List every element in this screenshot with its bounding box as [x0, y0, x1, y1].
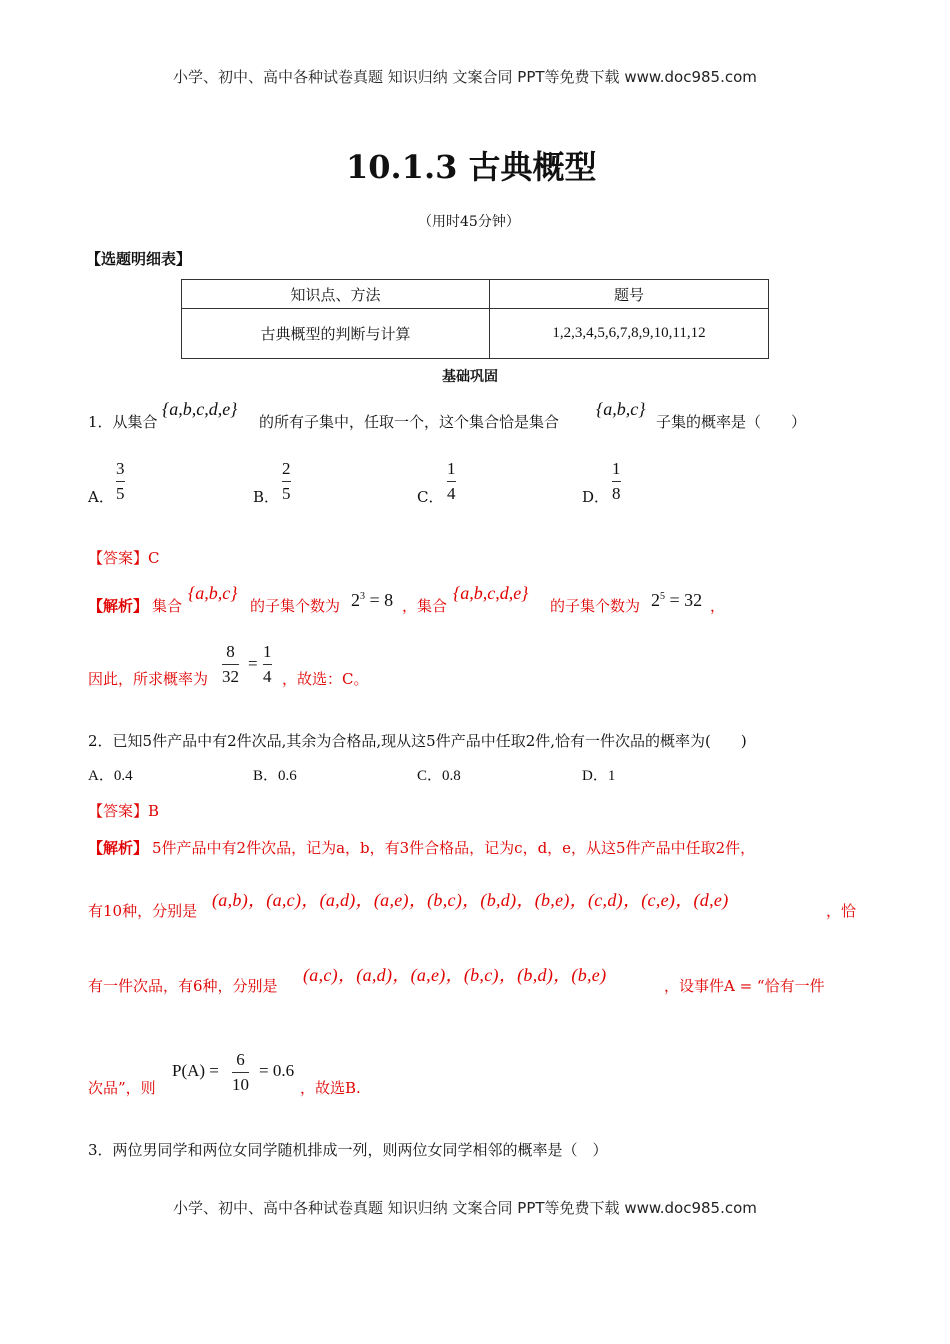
fraction-bar [612, 481, 621, 482]
analysis-text: 的子集个数为 [250, 597, 341, 615]
numerator: 3 [116, 459, 125, 478]
fraction-bar [263, 664, 272, 665]
equation-rest: = 32 [665, 590, 703, 610]
denominator: 5 [116, 484, 125, 503]
table-row [182, 309, 769, 359]
analysis-text: ， [710, 597, 726, 615]
pairs-list: (a,b)，(a,c)，(a,d)，(a,e)，(b,c)，(b,d)，(b,e)，(c,d)，(c,e)，(d,e) [212, 890, 729, 910]
option-b-fraction [282, 459, 291, 504]
numerator: 1 [263, 642, 272, 661]
question-number: 1． [88, 413, 113, 431]
analysis-text: ，设事件A = “恰有一件 [664, 977, 825, 995]
question-1 [88, 411, 158, 432]
fraction-bar [447, 481, 456, 482]
base: 2 [351, 590, 360, 610]
fraction-8-32 [222, 642, 239, 687]
denominator: 5 [282, 484, 291, 503]
table-header-cell: 题号 [490, 280, 769, 309]
probability-result: = 0.6 [259, 1061, 295, 1080]
time-limit: （用时45分钟） [418, 214, 520, 230]
table-header-cell: 知识点、方法 [182, 280, 490, 309]
equals-sign: = [248, 654, 258, 673]
set-abcde: {a,b,c,d,e} [453, 583, 529, 603]
analysis-text: 有10种，分别是 [88, 902, 198, 920]
fraction-bar [232, 1072, 249, 1073]
denominator: 4 [447, 484, 456, 503]
analysis-text: ，集合 [402, 597, 448, 615]
page-footer: 小学、初中、高中各种试卷真题 知识归纳 文案合同 PPT等免费下载 www.doc985.com [173, 1199, 757, 1217]
topic-table [181, 279, 769, 359]
question-3: 3．两位男同学和两位女同学随机排成一列，则两位女同学相邻的概率是（ ） [88, 1141, 608, 1159]
denominator: 10 [232, 1075, 249, 1094]
equation-2-fifth [651, 590, 702, 611]
option-c-fraction [447, 459, 456, 504]
numerator: 2 [282, 459, 291, 478]
table-header-row [182, 280, 769, 309]
fraction-bar [116, 481, 125, 482]
numerator: 1 [447, 459, 456, 478]
numerator: 1 [612, 459, 621, 478]
equation-2-cubed [351, 590, 393, 611]
option-d: D．1 [582, 768, 616, 784]
pairs-list: (a,c)，(a,d)，(a,e)，(b,c)，(b,d)，(b,e) [303, 965, 607, 985]
analysis-text: 的子集个数为 [550, 597, 641, 615]
denominator: 32 [222, 667, 239, 686]
numerator: 8 [226, 642, 235, 661]
option-d-label: D． [582, 488, 610, 506]
denominator: 4 [263, 667, 272, 686]
table-cell: 1,2,3,4,5,6,7,8,9,10,11,12 [490, 309, 769, 359]
option-b: B．0.6 [253, 768, 297, 784]
probability-expr: P(A) = [172, 1061, 219, 1080]
option-a: A．0.4 [88, 768, 133, 784]
exponent: 3 [360, 591, 365, 602]
analysis-label: 【解析】 [88, 839, 149, 857]
question-text: 从集合 [112, 413, 158, 431]
analysis-text: 5件产品中有2件次品，记为a，b，有3件合格品，记为c，d，e，从这5件产品中任取2件， [152, 839, 756, 857]
denominator: 8 [612, 484, 621, 503]
option-c-label: C． [417, 488, 444, 506]
numerator: 6 [236, 1050, 245, 1069]
fraction-6-10 [232, 1050, 249, 1095]
set-abc: {a,b,c} [188, 583, 238, 603]
answer-1: 【答案】C [88, 549, 160, 567]
base: 2 [651, 590, 660, 610]
fraction-bar [282, 481, 291, 482]
analysis-text: 有一件次品，有6种，分别是 [88, 977, 278, 995]
analysis-text: 因此，所求概率为 [88, 670, 209, 688]
analysis-text: ，故选：C。 [282, 670, 369, 688]
question-text: 的所有子集中，任取一个，这个集合恰是集合 [259, 413, 560, 431]
option-a-label: A． [88, 488, 114, 506]
set-abcde: {a,b,c,d,e} [162, 399, 238, 419]
set-abc: {a,b,c} [596, 399, 646, 419]
analysis-text: 次品”，则 [88, 1079, 156, 1097]
analysis-text: 集合 [152, 597, 183, 615]
page-header: 小学、初中、高中各种试卷真题 知识归纳 文案合同 PPT等免费下载 www.doc985.com [173, 68, 757, 86]
table-cell: 古典概型的判断与计算 [182, 309, 490, 359]
option-a-fraction [116, 459, 125, 504]
option-b-label: B． [253, 488, 280, 506]
question-text: 子集的概率是（ ） [656, 413, 807, 431]
fraction-bar [222, 664, 239, 665]
option-c: C．0.8 [417, 768, 461, 784]
fraction-1-4 [263, 642, 272, 687]
question-2: 2．已知5件产品中有2件次品,其余为合格品,现从这5件产品中任取2件,恰有一件次品的概率为( ) [88, 732, 747, 750]
analysis-label: 【解析】 [88, 597, 149, 615]
equation-rest: = 8 [365, 590, 394, 610]
analysis-text: ，故选B. [300, 1079, 361, 1097]
exponent: 5 [660, 591, 665, 602]
option-d-fraction [612, 459, 621, 504]
answer-2: 【答案】B [88, 802, 160, 820]
analysis-text: ，恰 [826, 902, 857, 920]
section-title: 基础巩固 [442, 369, 498, 385]
page-title: 10.1.3 古典概型 [346, 148, 597, 186]
detail-label: 【选题明细表】 [86, 250, 192, 268]
